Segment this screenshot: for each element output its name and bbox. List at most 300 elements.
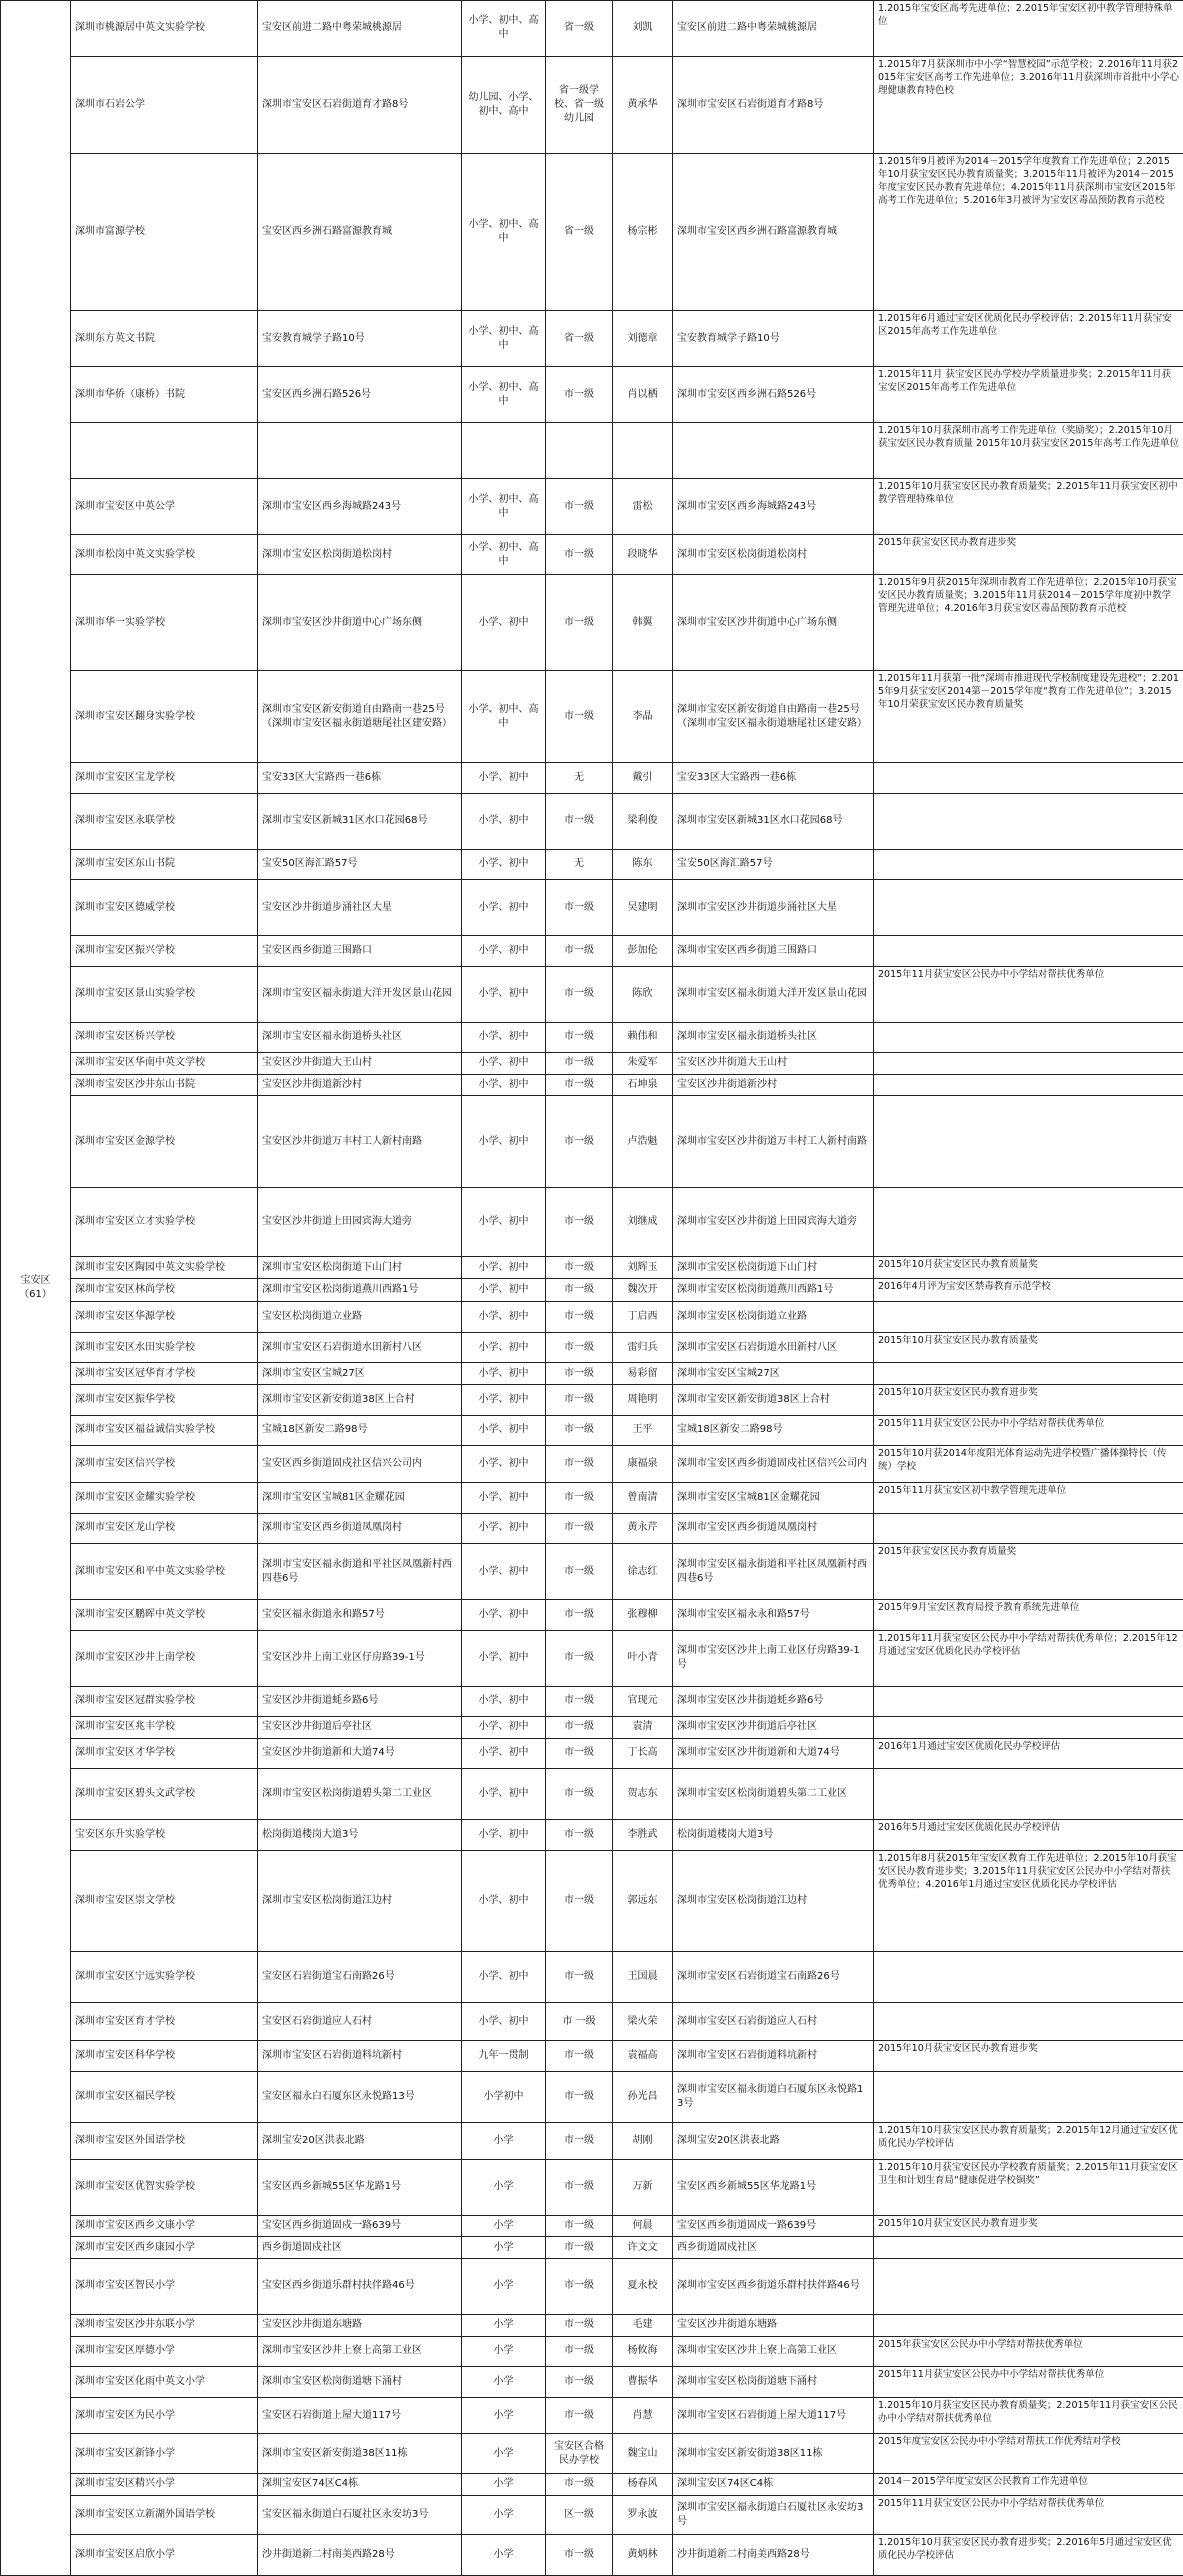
school-address: 深圳市宝安区新城31区水口花园68号	[258, 793, 462, 849]
principal-name: 毛建	[613, 2314, 673, 2336]
school-level: 市一级	[546, 936, 613, 967]
principal-name: 刘凯	[613, 1, 673, 57]
school-type: 小学、初中	[462, 1363, 546, 1385]
table-row	[1, 1332, 1183, 1363]
school-name: 深圳市宝安区宁远实验学校	[71, 1952, 258, 2003]
school-type	[462, 423, 546, 479]
campus-address: 深圳市宝安区沙井街道新和大道74号	[673, 1738, 874, 1769]
school-level: 市一级	[546, 2237, 613, 2259]
school-type: 小学	[462, 2495, 546, 2534]
school-level: 市一级	[546, 2215, 613, 2237]
campus-address: 宝安区西乡街道固戍一路639号	[673, 2215, 874, 2237]
school-type: 幼儿园、小学、初中、高中	[462, 56, 546, 153]
campus-address: 深圳市宝安区西乡海城路243号	[673, 479, 874, 535]
school-level: 市一级	[546, 671, 613, 763]
principal-name: 肖以栖	[613, 367, 673, 423]
honors-text	[874, 1074, 1183, 1096]
school-level: 区一级	[546, 2495, 613, 2534]
honors-text	[874, 1302, 1183, 1333]
school-name: 深圳市宝安区沙井东联小学	[71, 2314, 258, 2336]
school-name: 深圳市宝安区冠群实验学校	[71, 1686, 258, 1717]
school-level: 市一级	[546, 2258, 613, 2314]
school-name: 深圳市宝安区华源学校	[71, 1302, 258, 1333]
table-row	[1, 56, 1183, 153]
school-type: 小学	[462, 2314, 546, 2336]
principal-name: 夏永校	[613, 2258, 673, 2314]
school-address: 宝安区西乡洲石路富源教育城	[258, 153, 462, 311]
campus-address: 宝安区前进二路中粤荣城桃源居	[673, 1, 874, 57]
school-level: 市一级	[546, 793, 613, 849]
principal-name: 徐志红	[613, 1544, 673, 1600]
school-level: 市一级	[546, 1256, 613, 1279]
table-row	[1, 423, 1183, 479]
honors-text	[874, 2003, 1183, 2041]
school-level: 市一级	[546, 1686, 613, 1717]
school-type: 小学、初中	[462, 1446, 546, 1483]
campus-address: 深圳市宝安区松岗街道燕川西路1号	[673, 1279, 874, 1302]
table-row	[1, 2258, 1183, 2314]
principal-name: 郭远东	[613, 1850, 673, 1952]
campus-address: 宝安50区海汇路57号	[673, 849, 874, 880]
school-name: 深圳市宝安区华南中英文学校	[71, 1053, 258, 1075]
school-level: 市一级	[546, 1053, 613, 1075]
table-row	[1, 2397, 1183, 2434]
school-address: 宝安区沙井街道万丰村工人新村南路	[258, 1096, 462, 1188]
table-row	[1, 311, 1183, 367]
principal-name: 魏次开	[613, 1279, 673, 1302]
table-row	[1, 2495, 1183, 2534]
school-name: 深圳市宝安区龙山学校	[71, 1513, 258, 1544]
school-address: 宝安区西乡洲石路526号	[258, 367, 462, 423]
campus-address: 宝安教育城学子路10号	[673, 311, 874, 367]
honors-text: 1.2015年9月获2015年深圳市教育工作先进单位；2.2015年10月获宝安区民办教育质量奖；3.2015年11月获2014－2015学年度初中教学管理先进单位；4.2016年3月获宝安区毒品预防教育示范校	[874, 574, 1183, 671]
table-row	[1, 1363, 1183, 1385]
table-row	[1, 1769, 1183, 1820]
table-row	[1, 849, 1183, 880]
school-address: 深圳市宝安区沙井上寮上高第工业区	[258, 2336, 462, 2367]
school-level: 宝安区合格民办学校	[546, 2434, 613, 2473]
school-type: 小学	[462, 2534, 546, 2575]
school-type: 小学、初中	[462, 1332, 546, 1363]
campus-address: 西乡街道固戍社区	[673, 2237, 874, 2259]
table-row	[1, 1513, 1183, 1544]
campus-address: 深圳市宝安区新安街道38区11栋	[673, 2434, 874, 2473]
school-name: 深圳市宝安区沙井东山书院	[71, 1074, 258, 1096]
school-level: 市一级	[546, 1022, 613, 1053]
principal-name: 魏宝山	[613, 2434, 673, 2473]
campus-address: 深圳市宝安区西乡街道乐群村扶伴路46号	[673, 2258, 874, 2314]
table-row	[1, 1446, 1183, 1483]
school-address: 宝安区沙井街道东塘路	[258, 2314, 462, 2336]
school-address: 深圳市宝安区松岗街道松岗村	[258, 535, 462, 574]
school-address: 宝安区福永白石厦东区永悦路13号	[258, 2071, 462, 2122]
school-type: 小学	[462, 2159, 546, 2215]
school-name: 深圳市宝安区立新湖外国语学校	[71, 2495, 258, 2534]
honors-text: 1.2015年7月获深圳市中小学“智慧校园”示范学校；2.2016年11月获2015年宝安区高考工作先进单位；3.2016年11月获深圳市首批中小学心理健康教育特色校	[874, 56, 1183, 153]
school-type: 小学、初中	[462, 1415, 546, 1446]
table-row	[1, 367, 1183, 423]
campus-address: 深圳市宝安区新城31区水口花园68号	[673, 793, 874, 849]
principal-name: 刘继成	[613, 1187, 673, 1256]
school-address: 宝安区西乡街道固戍社区信兴公司内	[258, 1446, 462, 1483]
school-type: 小学	[462, 2397, 546, 2434]
honors-text	[874, 763, 1183, 794]
campus-address: 深圳市宝安区福永街道白石厦社区永安坊3号	[673, 2495, 874, 2534]
school-address: 深圳市宝安区沙井街道中心广场东侧	[258, 574, 462, 671]
campus-address: 深圳市宝安区宝城27区	[673, 1363, 874, 1385]
honors-text: 1.2015年8月获2015年宝安区教育工作先进单位；2.2015年10月获宝安区民办教育进步奖；3.2015年11月获宝安区公民办中小学结对帮扶优秀单位；4.2016年1月通过宝安区优质化民办学校评估	[874, 1850, 1183, 1952]
honors-text	[874, 1096, 1183, 1188]
principal-name: 胡刚	[613, 2122, 673, 2159]
table-row	[1, 671, 1183, 763]
table-row	[1, 2534, 1183, 2575]
school-name: 深圳市宝安区冠华育才学校	[71, 1363, 258, 1385]
school-type: 小学、初中	[462, 880, 546, 936]
school-name: 深圳市宝安区东山书院	[71, 849, 258, 880]
school-address: 宝安33区大宝路西一巷6栋	[258, 763, 462, 794]
school-address: 深圳市宝安区石岩街道水田新村八区	[258, 1332, 462, 1363]
school-type: 小学、初中	[462, 1850, 546, 1952]
school-address: 深圳宝安20区洪表北路	[258, 2122, 462, 2159]
table-row	[1, 1053, 1183, 1075]
principal-name: 王平	[613, 1415, 673, 1446]
school-type: 小学、初中	[462, 1256, 546, 1279]
principal-name: 韩翼	[613, 574, 673, 671]
school-address: 宝安教育城学子路10号	[258, 311, 462, 367]
school-level: 市一级	[546, 1769, 613, 1820]
school-name: 深圳市宝安区精兴小学	[71, 2473, 258, 2495]
school-level: 省一级学校、省一级幼儿园	[546, 56, 613, 153]
table-row	[1, 2237, 1183, 2259]
school-name: 深圳市石岩公学	[71, 56, 258, 153]
school-level: 市一级	[546, 2314, 613, 2336]
district-count: （61）	[19, 1289, 52, 1300]
campus-address: 深圳市宝安区新安街道38区上合村	[673, 1385, 874, 1416]
school-level: 市一级	[546, 1482, 613, 1513]
school-type: 小学、初中	[462, 936, 546, 967]
principal-name: 刘辉玉	[613, 1256, 673, 1279]
honors-text: 2015年11月获宝安区公民办中小学结对帮扶优秀单位	[874, 1415, 1183, 1446]
principal-name: 李晶	[613, 671, 673, 763]
honors-text: 2015年11月获宝安区公民办中小学结对帮扶优秀单位	[874, 2495, 1183, 2534]
principal-name: 丁启西	[613, 1302, 673, 1333]
school-level	[546, 423, 613, 479]
school-level: 市一级	[546, 1513, 613, 1544]
campus-address: 深圳市宝安区福永街道大洋开发区景山花园	[673, 966, 874, 1022]
school-level: 市一级	[546, 1630, 613, 1686]
campus-address: 宝城18区新安二路98号	[673, 1415, 874, 1446]
campus-address: 深圳市宝安区石岩街道水田新村八区	[673, 1332, 874, 1363]
honors-text: 2015年11月获宝安区公民办中小学结对帮扶优秀单位	[874, 966, 1183, 1022]
campus-address: 深圳市宝安区石岩街道料坑新村	[673, 2041, 874, 2072]
school-address: 宝安区石岩街道应人石村	[258, 2003, 462, 2041]
honors-text: 2015年9月宝安区教育局授予教育系统先进单位	[874, 1600, 1183, 1631]
school-type: 小学、初中	[462, 1630, 546, 1686]
school-address: 松岗街道楼岗大道3号	[258, 1820, 462, 1851]
principal-name: 杨春风	[613, 2473, 673, 2495]
school-address: 宝安区西乡街道三围路口	[258, 936, 462, 967]
school-name: 深圳市松岗中英文实验学校	[71, 535, 258, 574]
honors-text	[874, 2237, 1183, 2259]
honors-text: 2015年10月获2014年度阳光体育运动先进学校暨广播体操特长（传统）学校	[874, 1446, 1183, 1483]
principal-name: 段晓华	[613, 535, 673, 574]
principal-name: 黄承华	[613, 56, 673, 153]
table-row	[1, 2215, 1183, 2237]
campus-address: 宝安区沙井街道新沙村	[673, 1074, 874, 1096]
principal-name: 罗永波	[613, 2495, 673, 2534]
school-type: 小学	[462, 2237, 546, 2259]
table-row	[1, 1544, 1183, 1600]
principal-name: 杨攸海	[613, 2336, 673, 2367]
school-address: 沙井街道新二村南美西路28号	[258, 2534, 462, 2575]
campus-address: 深圳市宝安区沙井上寮上高第工业区	[673, 2336, 874, 2367]
principal-name: 何晨	[613, 2215, 673, 2237]
table-row	[1, 1820, 1183, 1851]
campus-address: 深圳市宝安区松岗街道江边村	[673, 1850, 874, 1952]
school-level: 市 一级	[546, 2003, 613, 2041]
school-address: 深圳市宝安区松岗街道燕川西路1号	[258, 1279, 462, 1302]
honors-text	[874, 2314, 1183, 2336]
principal-name	[613, 423, 673, 479]
honors-text	[874, 1686, 1183, 1717]
school-name: 深圳市宝安区水田实验学校	[71, 1332, 258, 1363]
school-name: 深圳市宝安区德威学校	[71, 880, 258, 936]
school-type: 小学、初中	[462, 763, 546, 794]
campus-address: 深圳市宝安区西乡街道固戍社区信兴公司内	[673, 1446, 874, 1483]
campus-address: 深圳市宝安区沙井上南工业区仔房路39-1号	[673, 1630, 874, 1686]
honors-text: 1.2015年11月获宝安区公民办中小学结对帮扶优秀单位；2.2015年12月通过宝安区优质化民办学校评估	[874, 1630, 1183, 1686]
school-address: 深圳市宝安区西乡海城路243号	[258, 479, 462, 535]
school-level: 市一级	[546, 1302, 613, 1333]
school-address: 宝安区福永街道白石厦社区永安坊3号	[258, 2495, 462, 2534]
school-address: 宝安区沙井街道大王山村	[258, 1053, 462, 1075]
school-address: 宝安区福永街道永和路57号	[258, 1600, 462, 1631]
principal-name: 卢浩魁	[613, 1096, 673, 1188]
honors-text: 2015年获宝安区公民办中小学结对帮扶优秀单位	[874, 2336, 1183, 2367]
principal-name: 孙光昌	[613, 2071, 673, 2122]
campus-address: 深圳市宝安区松岗街道下山门村	[673, 1256, 874, 1279]
table-row	[1, 574, 1183, 671]
principal-name: 万新	[613, 2159, 673, 2215]
honors-text: 2015年获宝安区民办教育质量奖	[874, 1544, 1183, 1600]
honors-text: 1.2015年宝安区高考先进单位；2.2015年宝安区初中教学管理特殊单位	[874, 1, 1183, 57]
school-name: 深圳市富源学校	[71, 153, 258, 311]
school-level: 市一级	[546, 1952, 613, 2003]
campus-address: 深圳市宝安区新安街道自由路南一巷25号（深圳市宝安区福永街道塘尾社区建安路）	[673, 671, 874, 763]
school-type: 小学、初中、高中	[462, 479, 546, 535]
school-address: 深圳市宝安区福永街道和平社区凤凰新村西四巷6号	[258, 1544, 462, 1600]
honors-text: 1.2015年11月 获宝安区民办学校办学质量进步奖；2.2015年11月获宝安区2015年高考工作先进单位	[874, 367, 1183, 423]
honors-text	[874, 2258, 1183, 2314]
school-type: 小学、初中、高中	[462, 311, 546, 367]
campus-address: 深圳市宝安区西乡街道三围路口	[673, 936, 874, 967]
school-name: 深圳市宝安区科华学校	[71, 2041, 258, 2072]
school-name: 深圳市宝安区化雨中英文小学	[71, 2367, 258, 2398]
school-level: 市一级	[546, 2159, 613, 2215]
table-row	[1, 2314, 1183, 2336]
table-row	[1, 1686, 1183, 1717]
principal-name: 黄永芹	[613, 1513, 673, 1544]
table-row	[1, 1279, 1183, 1302]
principal-name: 刘德章	[613, 311, 673, 367]
campus-address: 深圳市宝安区石岩街道应人石村	[673, 2003, 874, 2041]
honors-text: 2015年获宝安区民办教育进步奖	[874, 535, 1183, 574]
campus-address: 深圳市宝安区西乡洲石路富源教育城	[673, 153, 874, 311]
school-level: 市一级	[546, 2473, 613, 2495]
table-row	[1, 1074, 1183, 1096]
school-address: 深圳市宝安区福永街道桥头社区	[258, 1022, 462, 1053]
school-address: 宝安区沙井街道步涌社区大星	[258, 880, 462, 936]
school-name: 深圳市宝安区新锋小学	[71, 2434, 258, 2473]
school-address: 宝安区沙井街道上田园宾海大道旁	[258, 1187, 462, 1256]
table-row	[1, 1600, 1183, 1631]
table-row	[1, 1022, 1183, 1053]
school-level: 市一级	[546, 1415, 613, 1446]
school-address: 深圳市宝安区西乡街道凤凰岗村	[258, 1513, 462, 1544]
principal-name: 官现元	[613, 1686, 673, 1717]
school-name: 深圳市宝安区为民小学	[71, 2397, 258, 2434]
campus-address: 深圳市宝安区松岗街道立业路	[673, 1302, 874, 1333]
table-row	[1, 880, 1183, 936]
school-name: 深圳市宝安区碧头文武学校	[71, 1769, 258, 1820]
principal-name: 陈欣	[613, 966, 673, 1022]
school-address: 深圳市宝安区宝城27区	[258, 1363, 462, 1385]
school-address: 宝安50区海汇路57号	[258, 849, 462, 880]
school-level: 市一级	[546, 1850, 613, 1952]
honors-text	[874, 1513, 1183, 1544]
school-address: 宝安区沙井街道新和大道74号	[258, 1738, 462, 1769]
school-type: 小学、初中、高中	[462, 671, 546, 763]
honors-text: 2016年5月通过宝安区优质化民办学校评估	[874, 1820, 1183, 1851]
honors-text: 1.2015年11月获第一批“深圳市推进现代学校制度建设先进校”；2.2015年9月获宝安区2014第－2015学年度“教育工作先进单位”；3.2015年10月荣获宝安区民办教育质量奖	[874, 671, 1183, 763]
school-level: 市一级	[546, 880, 613, 936]
school-type: 小学、初中	[462, 1482, 546, 1513]
table-row	[1, 1096, 1183, 1188]
school-address: 深圳市宝安区松岗街道碧头第二工业区	[258, 1769, 462, 1820]
school-address: 深圳市宝安区松岗街道塘下涌村	[258, 2367, 462, 2398]
campus-address: 深圳市宝安区沙井街道万丰村工人新村南路	[673, 1096, 874, 1188]
school-level: 省一级	[546, 153, 613, 311]
principal-name: 李胜武	[613, 1820, 673, 1851]
school-level: 市一级	[546, 1332, 613, 1363]
school-level: 无	[546, 763, 613, 794]
principal-name: 王国晨	[613, 1952, 673, 2003]
school-level: 市一级	[546, 2397, 613, 2434]
table-row	[1, 936, 1183, 967]
school-level: 市一级	[546, 2041, 613, 2072]
school-type: 小学、初中	[462, 1544, 546, 1600]
principal-name: 曹振华	[613, 2367, 673, 2398]
honors-text: 2015年10月获宝安区民办教育质量奖	[874, 1332, 1183, 1363]
table-row	[1, 763, 1183, 794]
principal-name: 石坤泉	[613, 1074, 673, 1096]
campus-address: 深圳市宝安区石岩街道育才路8号	[673, 56, 874, 153]
school-type: 小学、初中	[462, 1053, 546, 1075]
campus-address: 深圳市宝安区松岗街道碧头第二工业区	[673, 1769, 874, 1820]
school-level: 市一级	[546, 966, 613, 1022]
school-name: 深圳市宝安区林尚学校	[71, 1279, 258, 1302]
school-type: 小学、初中	[462, 2003, 546, 2041]
school-name	[71, 423, 258, 479]
campus-address: 松岗街道楼岗大道3号	[673, 1820, 874, 1851]
honors-text	[874, 849, 1183, 880]
school-level: 市一级	[546, 2336, 613, 2367]
principal-name: 袁清	[613, 1717, 673, 1739]
campus-address: 深圳市宝安区松岗街道松岗村	[673, 535, 874, 574]
table-row	[1, 1302, 1183, 1333]
school-type: 小学、初中	[462, 849, 546, 880]
school-address: 宝安区石岩街道宝石南路26号	[258, 1952, 462, 2003]
table-row	[1, 2434, 1183, 2473]
school-level: 市一级	[546, 1446, 613, 1483]
campus-address: 宝安区西乡新城55区华龙路1号	[673, 2159, 874, 2215]
school-address: 宝安区西乡街道固戍一路639号	[258, 2215, 462, 2237]
school-name: 深圳市宝安区永联学校	[71, 793, 258, 849]
honors-text	[874, 1769, 1183, 1820]
school-name: 深圳市宝安区中英公学	[71, 479, 258, 535]
school-level: 省一级	[546, 1, 613, 57]
honors-text: 1.2015年10月获宝安区民办教育质量奖；2.2015年11月获宝安区初中教学管理特殊单位	[874, 479, 1183, 535]
principal-name: 周艳明	[613, 1385, 673, 1416]
table-row	[1, 1385, 1183, 1416]
campus-address: 宝安33区大宝路西一巷6栋	[673, 763, 874, 794]
school-type: 小学、初中	[462, 1820, 546, 1851]
honors-text: 2015年11月获宝安区公民办中小学结对帮扶优秀单位	[874, 2367, 1183, 2398]
principal-name: 许文文	[613, 2237, 673, 2259]
honors-text	[874, 2071, 1183, 2122]
campus-address: 深圳市宝安区石岩街道宝石南路26号	[673, 1952, 874, 2003]
table-row	[1, 966, 1183, 1022]
school-name: 深圳市宝安区外国语学校	[71, 2122, 258, 2159]
principal-name: 丁长高	[613, 1738, 673, 1769]
school-address: 宝安区前进二路中粤荣城桃源居	[258, 1, 462, 57]
principal-name: 吴建明	[613, 880, 673, 936]
table-row	[1, 1187, 1183, 1256]
school-type: 小学	[462, 2367, 546, 2398]
campus-address: 深圳市宝安区沙井街道中心广场东侧	[673, 574, 874, 671]
school-address: 深圳市宝安区松岗街道下山门村	[258, 1256, 462, 1279]
table-row	[1, 153, 1183, 311]
school-level: 市一级	[546, 2071, 613, 2122]
school-type: 小学、初中、高中	[462, 535, 546, 574]
school-level: 市一级	[546, 479, 613, 535]
campus-address: 深圳市宝安区福永街道桥头社区	[673, 1022, 874, 1053]
honors-text	[874, 1363, 1183, 1385]
school-level: 市一级	[546, 1096, 613, 1188]
campus-address: 深圳市宝安区沙井街道步涌社区大星	[673, 880, 874, 936]
campus-address: 深圳市宝安区宝城81区金耀花园	[673, 1482, 874, 1513]
principal-name: 黄炳林	[613, 2534, 673, 2575]
school-name: 深圳市宝安区振华学校	[71, 1385, 258, 1416]
school-name: 深圳市宝安区立才实验学校	[71, 1187, 258, 1256]
honors-text	[874, 1187, 1183, 1256]
school-address: 宝安区西乡街道乐群村扶伴路46号	[258, 2258, 462, 2314]
campus-address: 深圳市宝安区福永街道白石厦东区永悦路13号	[673, 2071, 874, 2122]
school-level: 市一级	[546, 1544, 613, 1600]
honors-text: 1.2015年10月获宝安区民办教育进步奖；2.2016年5月通过宝安区优质化民办学校评估	[874, 2534, 1183, 2575]
school-level: 市一级	[546, 1738, 613, 1769]
school-address: 深圳市宝安区新安街道自由路南一巷25号（深圳市宝安区福永街道塘尾社区建安路）	[258, 671, 462, 763]
honors-text: 1.2015年10月获宝安区民办教育质量奖；2.2015年12月通过宝安区优质化民办学校评估	[874, 2122, 1183, 2159]
school-level: 市一级	[546, 2367, 613, 2398]
school-name: 宝安区东升实验学校	[71, 1820, 258, 1851]
table-row	[1, 1717, 1183, 1739]
honors-text	[874, 1952, 1183, 2003]
table-row	[1, 2159, 1183, 2215]
school-name: 深圳市宝安区沙井上南学校	[71, 1630, 258, 1686]
school-type: 小学、初中	[462, 1769, 546, 1820]
school-type: 小学	[462, 2473, 546, 2495]
